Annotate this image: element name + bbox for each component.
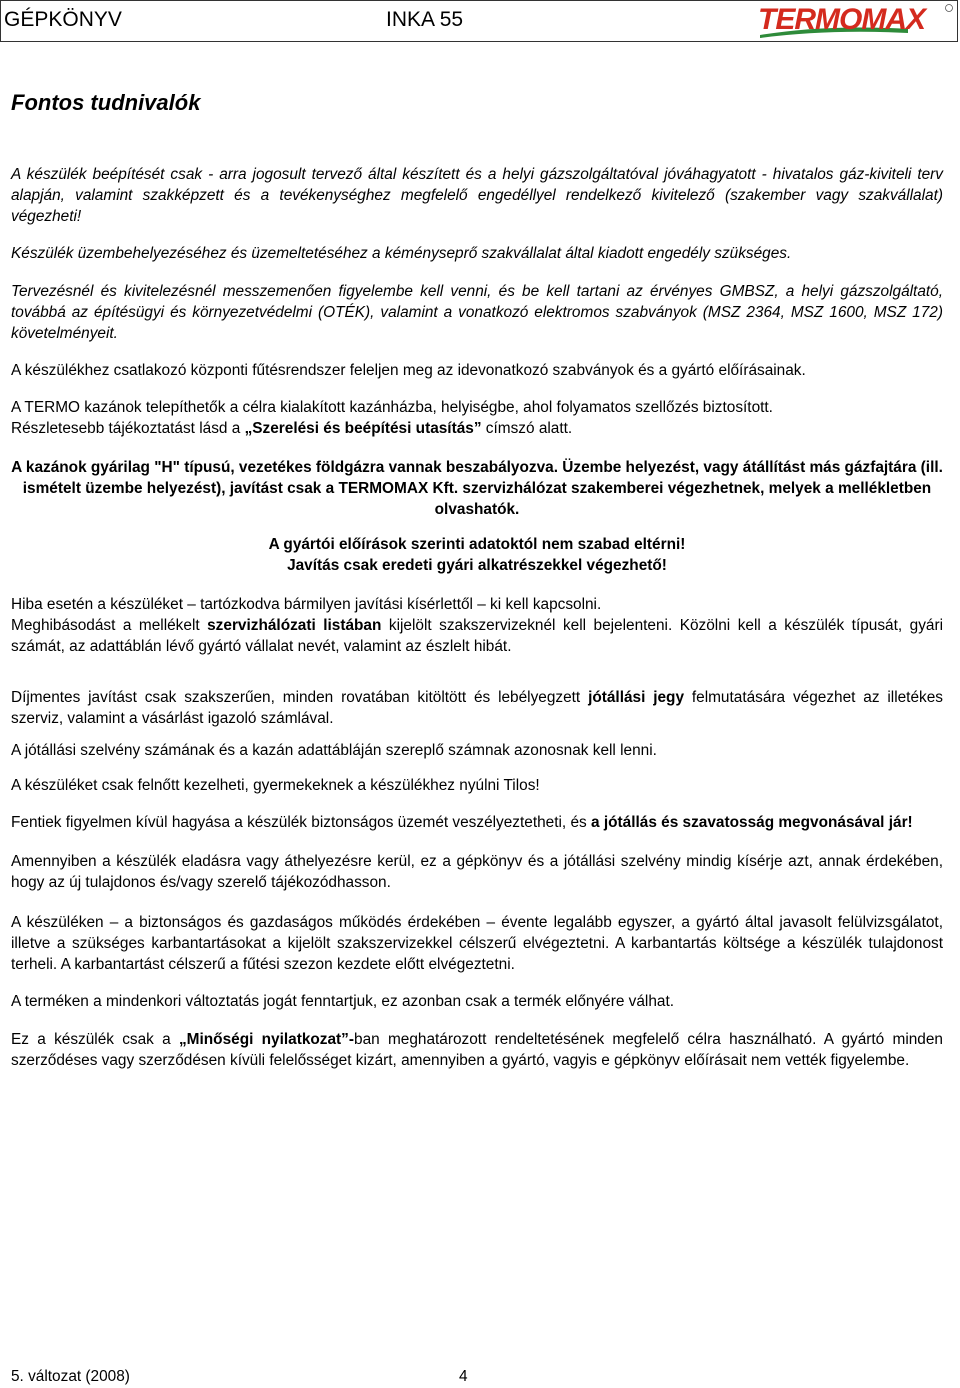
ref-installation-guide: „Szerelési és beépítési utasítás” <box>244 420 482 437</box>
para-quality-declaration: Ez a készülék csak a „Minőségi nyilatkozat”-ban meghatározott rendeltetésének megfelelő célra használható. A gyártó minden szerződéses vagy szerződésen kívüli felelősséget kizárt, amennyiben a gyártó, vagyis e gépkönyv előírásait nem vették figyelembe. <box>11 1031 943 1069</box>
notice-factory-setting: A kazánok gyárilag "H" típusú, vezetékes földgázra vannak beszabályozva. Üzembe helyezést, vagy átállítást más gázfajtára (ill. ismételt üzembe helyezést), javítást csak a TERMOMAX Kft. szervizhálózat szakemberei végezhetnek, melyek a mellékletben olvashatók. <box>11 459 943 518</box>
header-model: INKA 55 <box>386 8 464 31</box>
page-content <box>11 90 943 1071</box>
para-heating-system: A készülékhez csatlakozó központi fűtésrendszer feleljen meg az idevonatkozó szabványok és a gyártó előírásainak. <box>11 362 806 379</box>
para-maintenance: A készüléken – a biztonságos és gazdaságos működés érdekében – évente legalább egyszer, a gyártó által javasolt felülvizsgálatot, illetve a szükséges karbantartásokat a kijelölt szakszervizekkel célszerű elvégeztetni. A karbantartás költsége a készülék tulajdonost terheli. A karbantartást célszerű a fűtési szezon kezdete előtt elvégeztetni. <box>11 914 943 973</box>
termomax-logo <box>758 2 954 42</box>
para-boiler-room: A TERMO kazánok telepíthetők a célra kialakított kazánházba, helyiségbe, ahol folyamatos szellőzés biztosított. Részletesebb tájékoztatást lásd a „Szerelési és beépítési utasítás” címszó alatt. <box>11 399 773 437</box>
para-warranty-number: A jótállási szelvény számának és a kazán adattábláján szereplő számnak azonosnak kell lenni. <box>11 742 657 759</box>
notice-no-deviation: A gyártói előírások szerinti adatoktól nem szabad eltérni! Javítás csak eredeti gyári alkatrészekkel végezhető! <box>268 536 686 574</box>
para-resale: Amennyiben a készülék eladásra vagy áthelyezésre kerül, ez a gépkönyv és a jótállási szelvény mindig kísérje azt, annak érdekében, hogy az új tulajdonos és/vagy szerelő tájékozódhasson. <box>11 853 943 891</box>
para-changes: A terméken a mindenkori változtatás jogát fenntartjuk, ez azonban csak a termék előnyére válhat. <box>11 993 675 1010</box>
para-warranty-loss: Fentiek figyelmen kívül hagyása a készülék biztonságos üzemét veszélyeztetheti, és a jótállás és szavatosság megvonásával jár! <box>11 814 913 831</box>
para-adults-only: A készüléket csak felnőtt kezelheti, gyermekeknek a készülékhez nyúlni Tilos! <box>11 777 540 794</box>
svg-text:TERMOMAX: TERMOMAX <box>758 3 925 36</box>
page-title: Fontos tudnivalók <box>11 90 201 115</box>
page-number: 4 <box>459 1368 468 1385</box>
para-fault: Hiba esetén a készüléket – tartózkodva bármilyen javítási kísérlettől – ki kell kapcsolni. Meghibásodást a mellékelt szervizhálózati listában kijelölt szakszervizeknél kell bejelenteni. Közölni kell a készülék típusát, gyári számát, az adattáblán lévő gyártó vállalat nevét, valamint az észlelt hibát. <box>11 596 943 655</box>
para-chimney: Készülék üzembehelyezéséhez és üzemeltetéséhez a kéményseprő szakvállalat által kiadott engedély szükséges. <box>11 245 792 262</box>
para-free-repair: Díjmentes javítást csak szakszerűen, minden rovatában kitöltött és lebélyegzett jótállási jegy felmutatására végezhet az illetékes szerviz, valamint a vásárlást igazoló számlával. <box>11 689 943 727</box>
para-planning: Tervezésnél és kivitelezésnél messzemenően figyelembe kell venni, és be kell tartani az érvényes GMBSZ, a helyi gázszolgáltató, továbbá az építésügyi és környezetvédelmi (OTÉK), valamint a vonatkozó elektromos szabványok (MSZ 2364, MSZ 1600, MSZ 172) követelményeit. <box>11 283 943 342</box>
footer-version: 5. változat (2008) <box>11 1368 130 1385</box>
para-installation: A készülék beépítését csak - arra jogosult tervező által készített és a helyi gázszolgáltatóval jóváhagyatott - hivatalos gáz-kiviteli terv alapján, valamint szakképzett és a tevékenységhez megfelelő engedéllyel rendelkező kivitelező (szakember vagy szakvállalat) végezheti! <box>11 166 943 225</box>
page-header <box>0 0 958 42</box>
header-doc-type: GÉPKÖNYV <box>4 8 122 31</box>
